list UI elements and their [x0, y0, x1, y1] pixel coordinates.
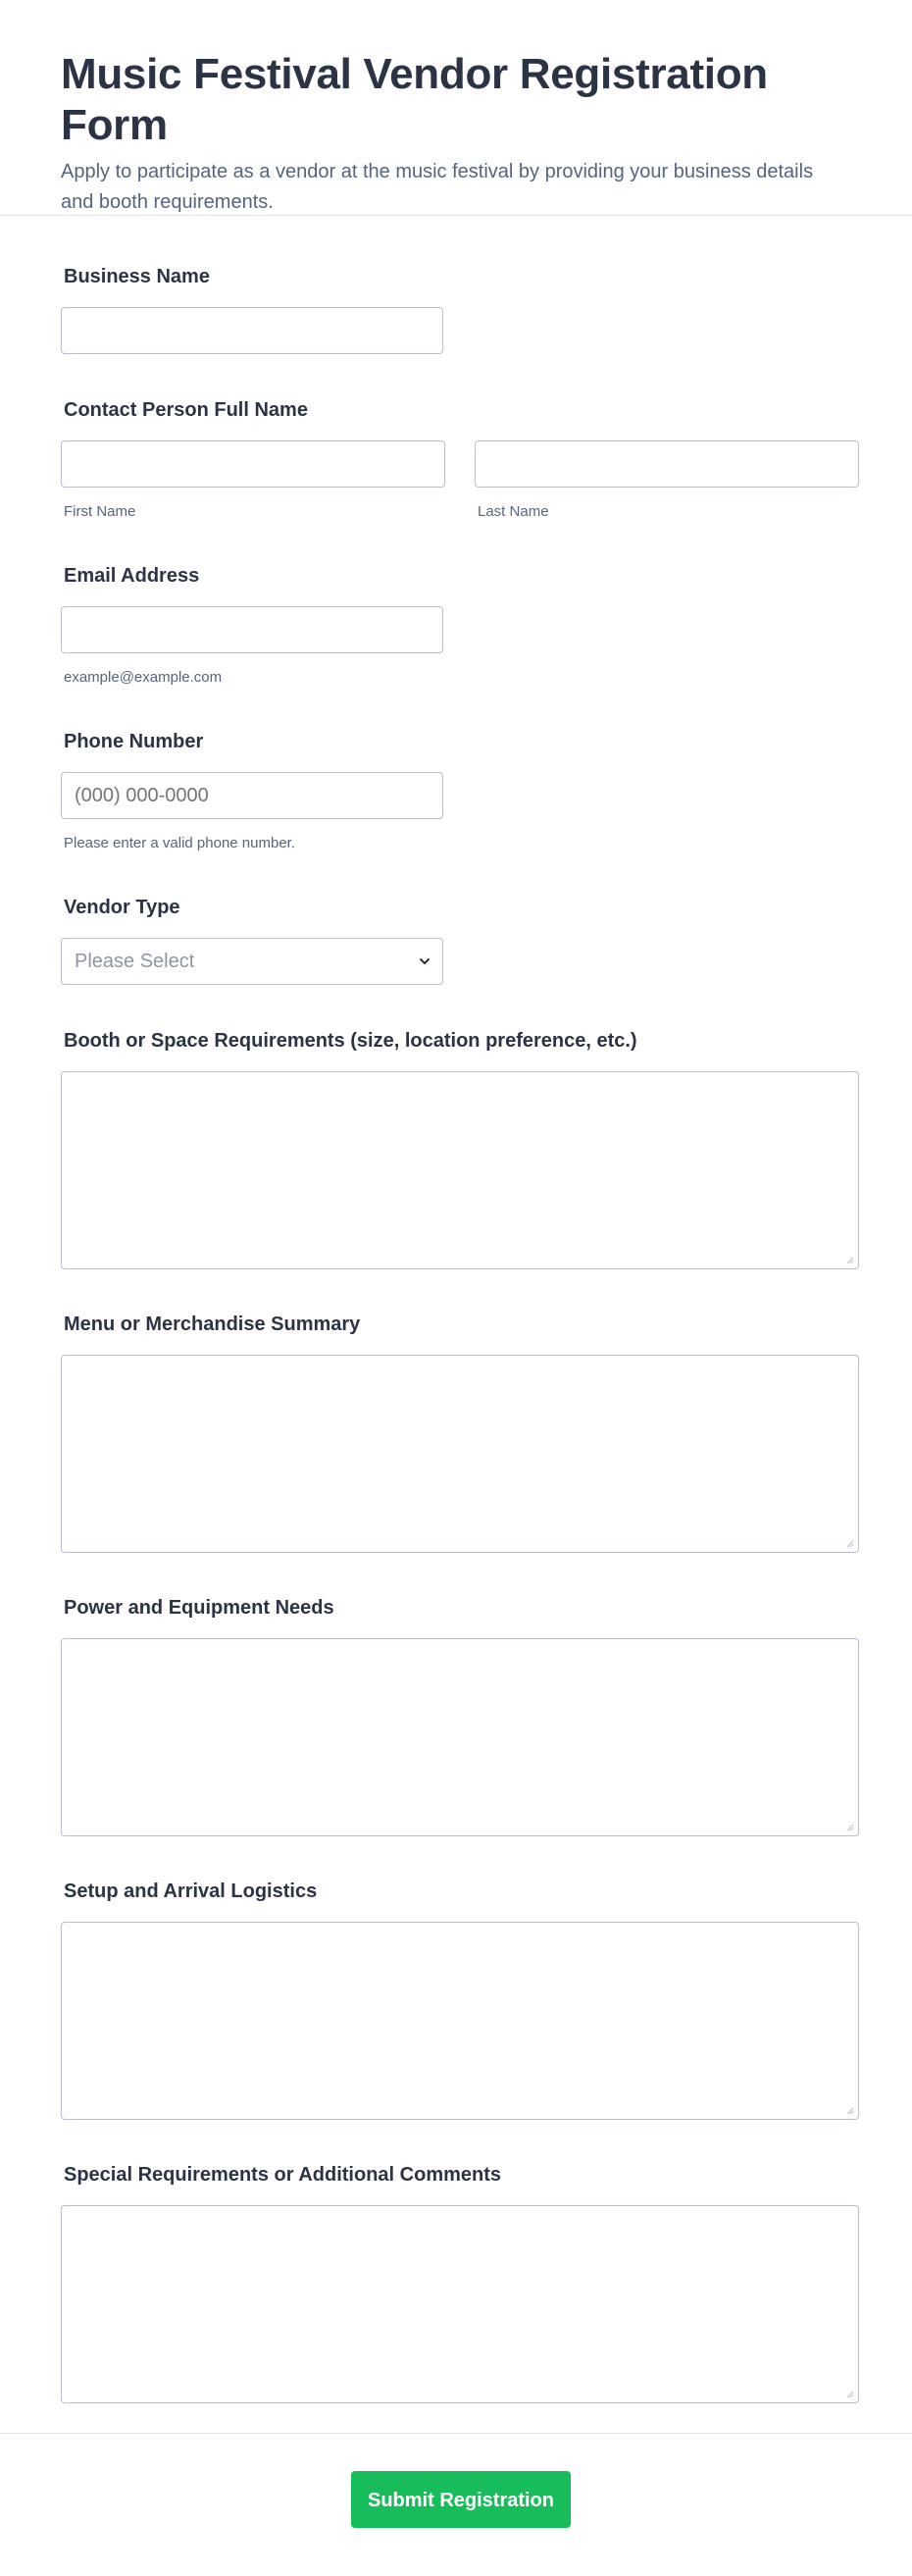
booth-label: Booth or Space Requirements (size, location preference, etc.) — [64, 1030, 637, 1052]
resize-grip-icon[interactable] — [844, 1822, 854, 1831]
vendor-type-label: Vendor Type — [64, 897, 180, 918]
chevron-down-icon — [417, 953, 432, 969]
last-name-input[interactable] — [475, 440, 859, 488]
email-label-wrap — [61, 564, 199, 588]
resize-grip-icon[interactable] — [844, 1538, 854, 1548]
phone-label-wrap — [61, 730, 203, 753]
business-name-label-wrap — [61, 265, 210, 288]
resize-grip-icon[interactable] — [844, 1255, 854, 1264]
resize-grip-icon[interactable] — [844, 2105, 854, 2115]
footer-divider — [0, 2433, 912, 2434]
email-field[interactable] — [61, 606, 443, 653]
menu-textarea[interactable] — [61, 1355, 859, 1553]
vendor-type-select[interactable] — [61, 938, 443, 985]
phone-label: Phone Number — [64, 731, 204, 752]
form-subtitle: Apply to participate as a vendor at the music festival by providing your business details and booth requirements. — [61, 161, 814, 213]
booth-label-wrap — [61, 1029, 637, 1053]
last-name-sublabel: Last Name — [478, 503, 549, 520]
contact-name-label: Contact Person Full Name — [64, 399, 308, 421]
menu-label-wrap — [61, 1313, 360, 1336]
vendor-type-label-wrap — [61, 896, 180, 919]
special-textarea[interactable] — [61, 2205, 859, 2403]
submit-button[interactable]: Submit Registration — [351, 2471, 571, 2528]
power-label-wrap — [61, 1596, 334, 1620]
phone-input[interactable] — [61, 772, 443, 819]
phone-sublabel: Please enter a valid phone number. — [64, 835, 295, 851]
email-sublabel: example@example.com — [64, 669, 223, 686]
form-header — [0, 0, 912, 216]
first-name-sublabel: First Name — [64, 503, 136, 520]
business-name-input[interactable] — [61, 307, 443, 354]
first-name-input[interactable] — [61, 440, 445, 488]
power-textarea[interactable] — [61, 1638, 859, 1836]
vendor-type-selected-value: Please Select — [75, 951, 195, 972]
contact-name-label-wrap — [61, 398, 308, 422]
special-label-wrap — [61, 2163, 501, 2187]
power-label: Power and Equipment Needs — [64, 1597, 334, 1619]
booth-textarea[interactable] — [61, 1071, 859, 1269]
setup-textarea[interactable] — [61, 1922, 859, 2120]
setup-label-wrap — [61, 1880, 317, 1903]
setup-label: Setup and Arrival Logistics — [64, 1880, 318, 1902]
resize-grip-icon[interactable] — [844, 2389, 854, 2398]
business-name-label: Business Name — [64, 266, 210, 287]
page-title: Music Festival Vendor Registration Form — [61, 50, 768, 149]
email-label: Email Address — [64, 565, 200, 587]
menu-label: Menu or Merchandise Summary — [64, 1314, 361, 1335]
special-label: Special Requirements or Additional Comments — [64, 2164, 502, 2186]
